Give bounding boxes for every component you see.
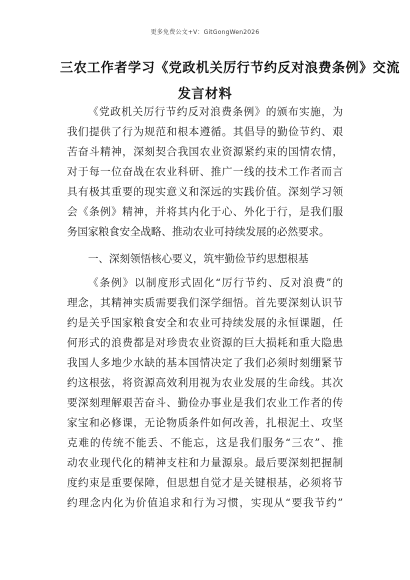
body-line: 要深刻理解艰苦奋斗、勤俭办事业是我们农业工作者的传 xyxy=(67,397,343,409)
body-line: 我们提供了行为规范和根本遵循。其倡导的勤俭节约、艰 xyxy=(67,126,343,138)
body-line: 苦奋斗精神，深刻契合我国农业资源紧约束的国情农情， xyxy=(67,146,343,158)
body-line: 具有极其重要的现实意义和深远的实践价值。深刻学习领 xyxy=(67,186,343,198)
body-line: 对于每一位奋战在农业科研、推广一线的技术工作者而言 xyxy=(67,166,343,178)
watermark-text: 更多免费公文+V：GitGongWen2026 xyxy=(150,29,260,36)
body-line: 《党政机关厉行节约反对浪费条例》的颁布实施，为 xyxy=(88,106,343,118)
body-line: 家宝和必修课，无论物质条件如何改善，扎根泥土、攻坚 xyxy=(67,417,343,429)
document-title-line-2: 发言材料 xyxy=(177,87,233,102)
document-title-line-1: 三农工作者学习《党政机关厉行节约反对浪费条例》交流 xyxy=(60,61,401,76)
body-line: 我国人多地少水缺的基本国情决定了我们必须时刻绷紧节 xyxy=(67,357,343,369)
body-line: 会《条例》精神，并将其内化于心、外化于行，是我们服 xyxy=(67,206,343,218)
body-line: 何形式的浪费都是对珍贵农业资源的巨大损耗和重大隐患 xyxy=(67,337,343,349)
body-line: 动农业现代化的精神支柱和力量源泉。最后要深刻把握制 xyxy=(67,457,343,469)
body-line: 克难的传统不能丢、不能忘，这是我们服务“三农”、推 xyxy=(67,437,343,449)
body-line: 约是关乎国家粮食安全和农业可持续发展的永恒课题，任 xyxy=(67,317,343,329)
section-heading-1: 一、深刻领悟核心要义，筑牢勤俭节约思想根基 xyxy=(88,253,309,265)
body-line: 度约束是重要保障，但思想自觉才是关键根基，必须将节 xyxy=(67,477,343,489)
body-line: 《条例》以制度形式固化“厉行节约、反对浪费”的 xyxy=(88,277,343,289)
body-line: 理念，其精神实质需要我们深学细悟。首先要深刻认识节 xyxy=(67,297,343,309)
body-line: 约理念内化为价值追求和行为习惯，实现从“要我节约” xyxy=(67,497,343,509)
body-line: 约这根弦，将资源高效利用视为农业发展的生命线。其次 xyxy=(67,377,343,389)
body-line: 务国家粮食安全战略、推动农业可持续发展的必然要求。 xyxy=(67,226,330,238)
